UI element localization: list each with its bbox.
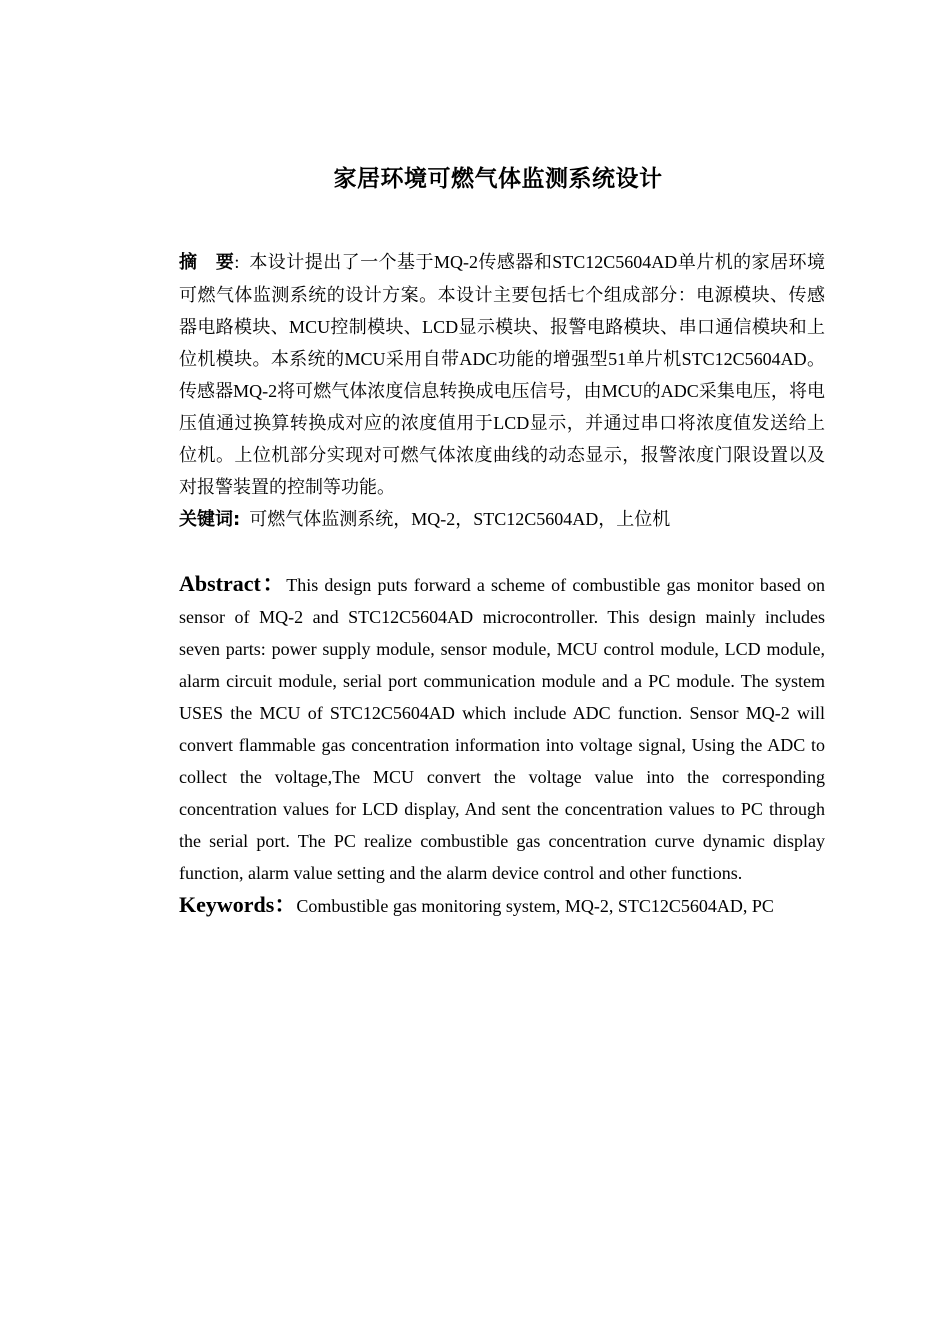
- keywords-cn-text: 可燃气体监测系统，MQ-2，STC12C5604AD，上位机: [249, 509, 671, 529]
- abstract-cn-sep: :: [234, 252, 240, 272]
- keywords-cn-label: 关键词:: [179, 509, 241, 530]
- keywords-en-text: Combustible gas monitoring system, MQ-2, STC12C5604AD, PC: [296, 896, 774, 916]
- page-title: 家居环境可燃气体监测系统设计: [333, 166, 663, 192]
- abstract-en-label: Abstract：: [179, 571, 287, 596]
- section-spacer: [179, 536, 825, 568]
- abstract-en-text: This design puts forward a scheme of combustible gas monitor based on sensor of MQ-2 and STC12C5604AD microcontroller. This design mainly includes seven parts: power supply module, sensor module, MCU control module, LCD module, alarm circuit module, serial port communication module and a PC module. The system USES the MCU of STC12C5604AD which include ADC function. Sensor MQ-2 will convert flammable gas concentration information into voltage signal, Using the ADC to collect the voltage,The MCU convert the voltage value into the corresponding concentration values for LCD display, And sent the concentration values to PC through the serial port. The PC realize combustible gas concentration curve dynamic display function, alarm value setting and the alarm device control and other functions.: [179, 575, 825, 883]
- keywords-en-label: Keywords：: [179, 892, 297, 917]
- abstract-cn: [179, 246, 825, 503]
- keywords-en: [179, 889, 825, 922]
- abstract-en: [179, 568, 825, 889]
- keywords-cn: [179, 503, 825, 536]
- abstract-section: [179, 246, 825, 922]
- abstract-cn-label: 摘 要: [179, 252, 235, 273]
- abstract-cn-text: 本设计提出了一个基于MQ-2传感器和STC12C5604AD单片机的家居环境可燃气体监测系统的设计方案。本设计主要包括七个组成部分：电源模块、传感器电路模块、MCU控制模块、LCD显示模块、报警电路模块、串口通信模块和上位机模块。本系统的MCU采用自带ADC功能的增强型51单片机STC12C5604AD。传感器MQ-2将可燃气体浓度信息转换成电压信号，由MCU的ADC采集电压，将电压值通过换算转换成对应的浓度值用于LCD显示，并通过串口将浓度值发送给上位机。上位机部分实现对可燃气体浓度曲线的动态显示，报警浓度门限设置以及对报警装置的控制等功能。: [179, 252, 826, 497]
